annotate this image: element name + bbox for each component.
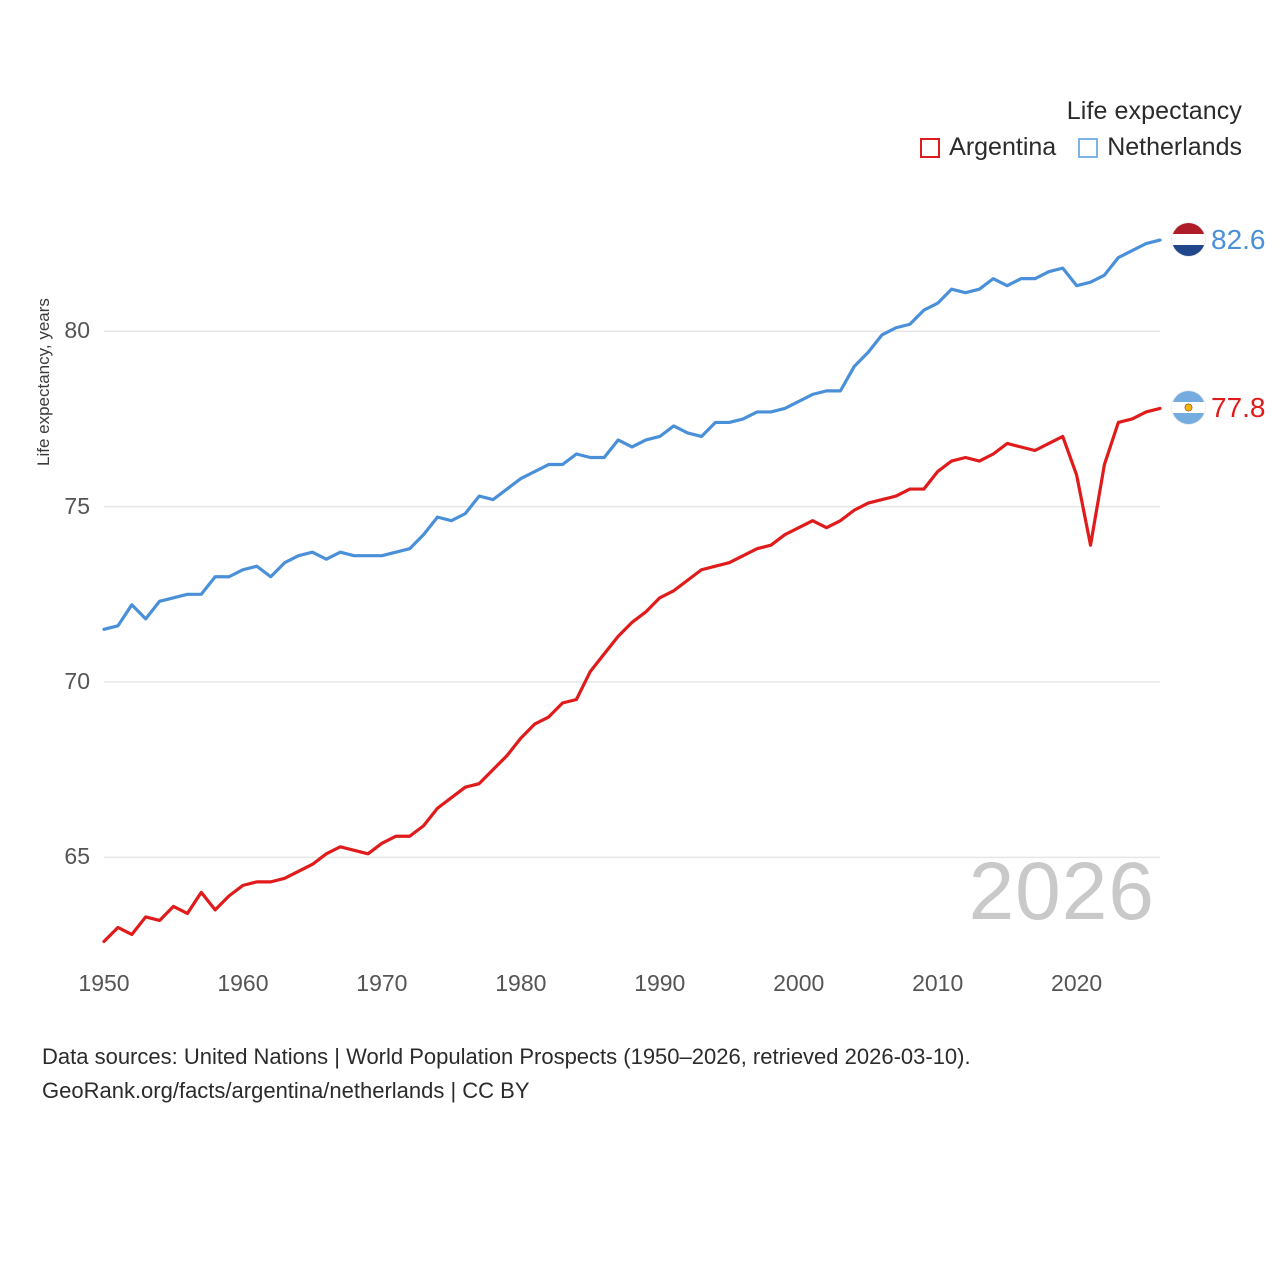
netherlands-flag-icon xyxy=(1172,223,1205,256)
gridlines xyxy=(104,331,1160,857)
x-tick-label: 2000 xyxy=(773,970,825,996)
y-tick-label: 80 xyxy=(64,317,90,344)
legend-label-netherlands: Netherlands xyxy=(1107,133,1242,162)
x-tick-label: 1970 xyxy=(356,970,408,996)
footer-line-2: GeoRank.org/facts/argentina/netherlands | CC BY xyxy=(42,1078,530,1104)
x-tick-label: 1950 xyxy=(78,970,130,996)
legend-title: Life expectancy xyxy=(1066,97,1242,125)
x-tick-label: 1960 xyxy=(217,970,269,996)
argentina-flag-icon xyxy=(1172,391,1205,424)
y-tick-label: 75 xyxy=(64,492,90,519)
netherlands-end-value: 82.6 xyxy=(1211,223,1266,255)
series-lines xyxy=(104,240,1160,941)
footer-sources xyxy=(42,1040,971,1108)
argentina-end-value: 77.8 xyxy=(1211,391,1266,423)
legend-label-argentina: Argentina xyxy=(949,133,1057,162)
x-tick-label: 2010 xyxy=(912,970,964,996)
y-tick-label: 65 xyxy=(64,843,90,870)
year-watermark: 2026 xyxy=(968,846,1155,937)
netherlands-end-marker xyxy=(1172,223,1266,256)
x-tick-label: 1990 xyxy=(634,970,686,996)
x-tick-label: 2020 xyxy=(1051,970,1103,996)
argentina-end-marker xyxy=(1172,391,1266,424)
y-axis-title: Life expectancy, years xyxy=(34,298,53,466)
x-tick-label: 1980 xyxy=(495,970,547,996)
series-line-netherlands xyxy=(104,240,1160,629)
footer-line-1: Data sources: United Nations | World Population Prospects (1950–2026, retrieved 2026-03-10). xyxy=(42,1044,971,1069)
y-tick-label: 70 xyxy=(64,667,90,694)
